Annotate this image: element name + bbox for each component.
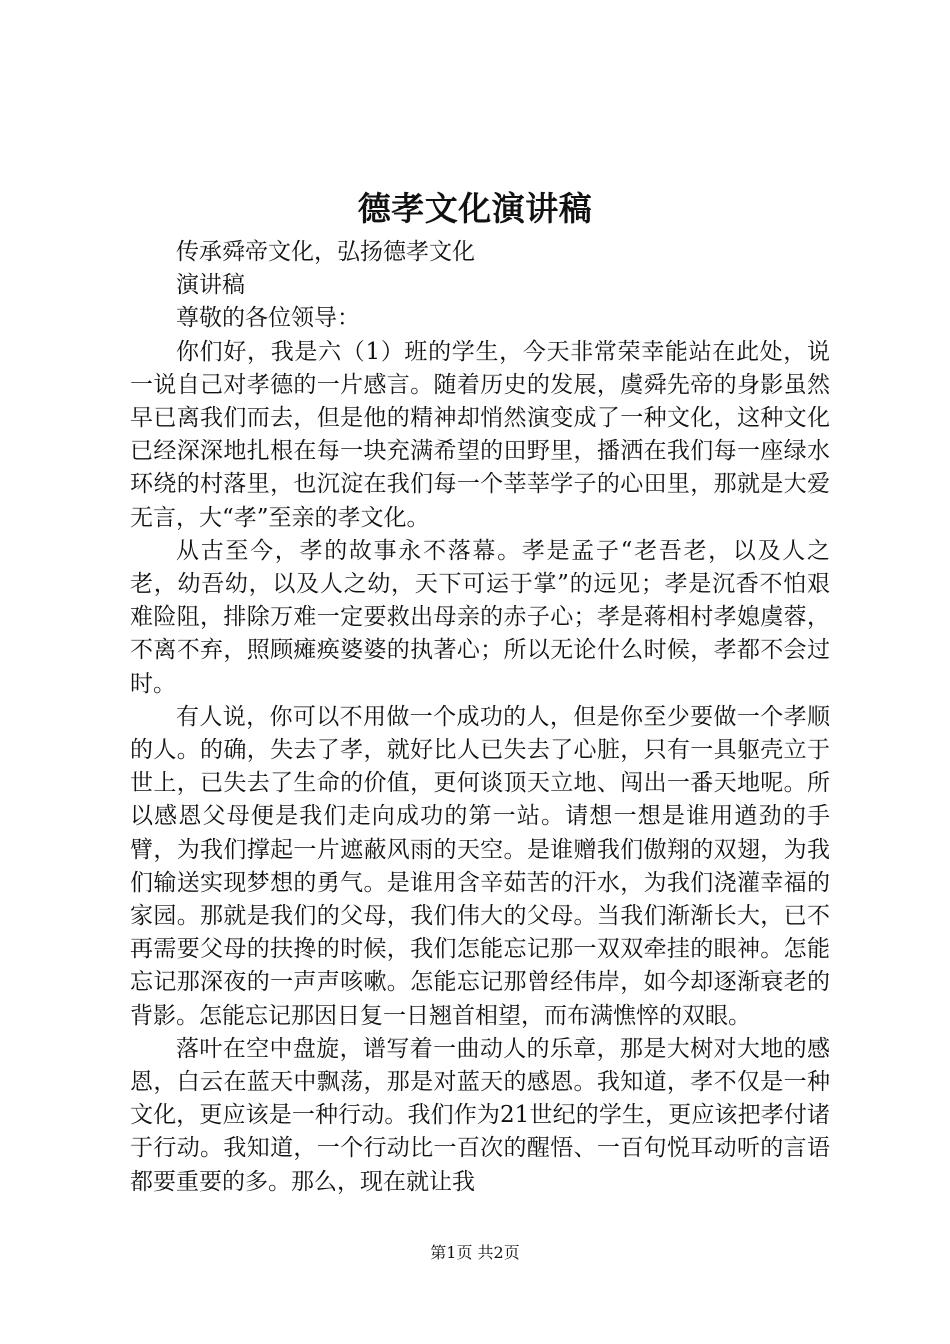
body-paragraph: 有人说，你可以不用做一个成功的人，但是你至少要做一个孝顺的人。的确，失去了孝，就好比人已失去了心脏，只有一具躯壳立于世上，已失去了生命的价值，更何谈顶天立地、闯出一番天地呢。所以感恩父母便是我们走向成功的第一站。请想一想是谁用遒劲的手臂，为我们撑起一片遮蔽风雨的天空。是谁赠我们傲翔的双翅，为我们输送实现梦想的勇气。是谁用含辛茹苦的汗水，为我们浇灌幸福的家园。那就是我们的父母，我们伟大的父母。当我们渐渐长大，已不再需要父母的扶搀的时候，我们怎能忘记那一双双牵挂的眼神。怎能忘记那深夜的一声声咳嗽。怎能忘记那曾经伟岸，如今却逐渐衰老的背影。怎能忘记那因日复一日翘首相望，而布满憔悴的双眼。 bbox=[130, 703, 830, 1029]
page-number-footer: 第1页 共2页 bbox=[430, 1243, 520, 1262]
body-paragraph: 落叶在空中盘旋，谱写着一曲动人的乐章，那是大树对大地的感恩，白云在蓝天中飘荡，那是对蓝天的感恩。我知道，孝不仅是一种文化，更应该是一种行动。我们作为21世纪的学生，更应该把孝付诸于行动。我知道，一个行动比一百次的醒悟、一百句悦耳动听的言语都要重要的多。那么，现在就让我 bbox=[130, 1035, 830, 1195]
subtitle-label-paragraph: 演讲稿 bbox=[176, 272, 245, 299]
document-title: 德孝文化演讲稿 bbox=[357, 189, 593, 228]
body-paragraph: 你们好，我是六（1）班的学生，今天非常荣幸能站在此处，说一说自己对孝德的一片感言。随着历史的发展，虞舜先帝的身影虽然早已离我们而去，但是他的精神却悄然演变成了一种文化，这种文化已经深深地扎根在每一块充满希望的田野里，播洒在我们每一座绿水环绕的村落里，也沉淀在我们每一个莘莘学子的心田里，那就是大爱无言，大“孝”至亲的孝文化。 bbox=[130, 338, 830, 531]
body-paragraph: 从古至今，孝的故事永不落幕。孝是孟子“老吾老，以及人之老，幼吾幼，以及人之幼，天下可运于掌”的远见；孝是沉香不怕艰难险阻，排除万难一定要救出母亲的赤子心；孝是蒋相村孝媳虞蓉，不离不弃，照顾瘫痪婆婆的执著心；所以无论什么时候，孝都不会过时。 bbox=[130, 537, 830, 697]
subtitle-paragraph: 传承舜帝文化，弘扬德孝文化 bbox=[176, 239, 475, 265]
document-body bbox=[130, 236, 830, 1199]
salutation-paragraph: 尊敬的各位领导： bbox=[176, 305, 360, 332]
